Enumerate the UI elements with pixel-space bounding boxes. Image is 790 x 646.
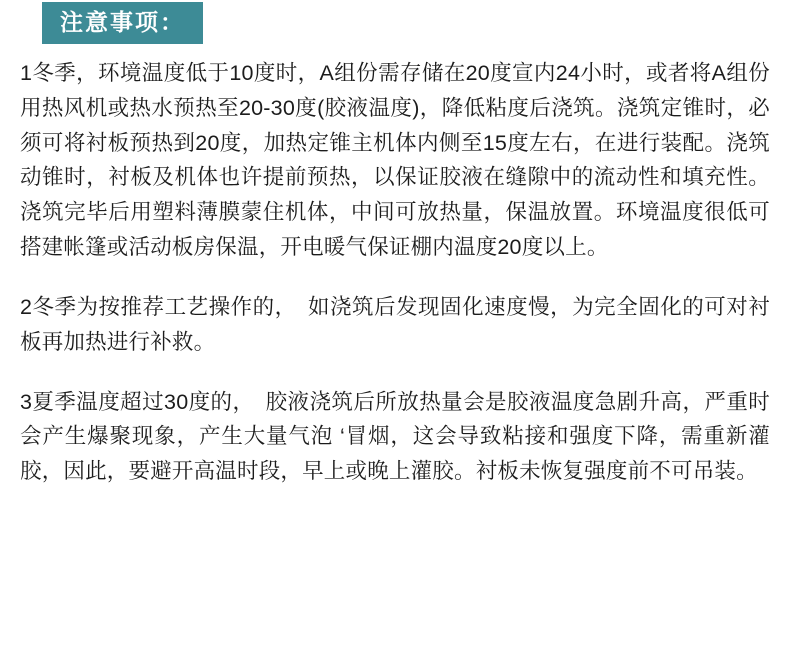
paragraph-1: 1冬季，环境温度低于10度时，A组份需存储在20度宣内24小时，或者将A组份用热风机或热水预热至20-30度(胶液温度)，降低粘度后浇筑。浇筑定锥时，必须可将衬板预热到20度，加热定锥主机体内侧至15度左右，在进行装配。浇筑动锥时，衬板及机体也许提前预热，以保证胶液在缝隙中的流动性和填充性。浇筑完毕后用塑料薄膜蒙住机体，中间可放热量，保温放置。环境温度很低可搭建帐篷或活动板房保温，开电暖气保证棚内温度20度以上。 [20, 61, 770, 260]
heading-container [20, 0, 770, 42]
document-body [20, 56, 770, 489]
paragraph-2: 2冬季为按推荐工艺操作的， 如浇筑后发现固化速度慢，为完全固化的可对衬板再加热进行补救。 [20, 294, 770, 354]
paragraph-3: 3夏季温度超过30度的， 胶液浇筑后所放热量会是胶液温度急剧升高，严重时会产生爆聚现象，产生大量气泡 ‘冒烟，这会导致粘接和强度下降，需重新灌胶，因此，要避开高温时段，早上或晚上灌胶。衬板未恢复强度前不可吊装。 [20, 389, 770, 484]
page-title: 注意事项： [42, 2, 203, 44]
